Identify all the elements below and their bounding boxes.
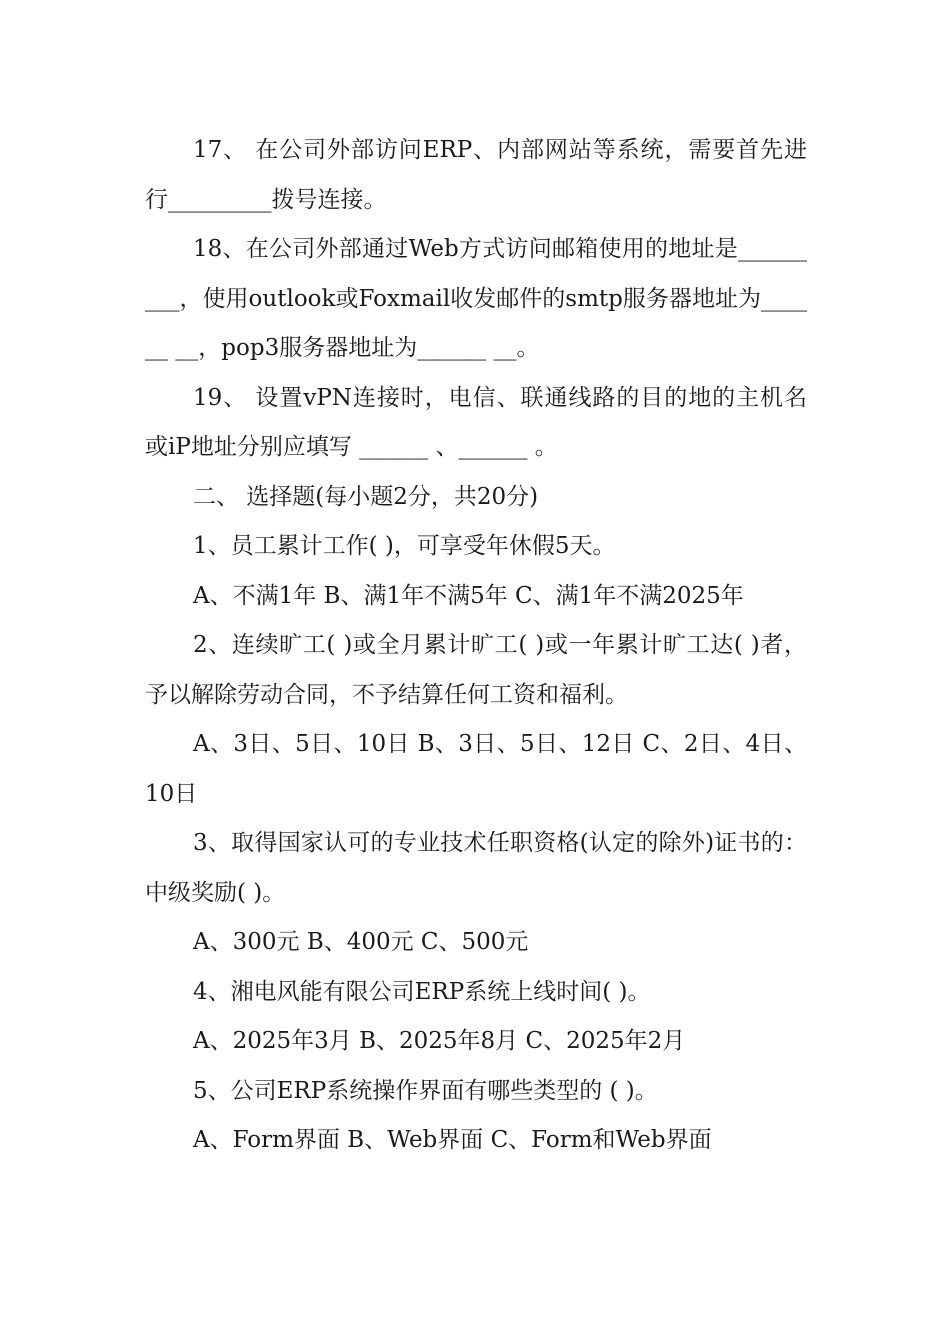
- choice-options-3: A、300元 B、400元 C、500元: [193, 929, 529, 955]
- choice-options-1: A、不满1年 B、满1年不满5年 C、满1年不满2025年: [193, 582, 744, 609]
- choice-question-3: 3、取得国家认可的专业技术任职资格(认定的除外)证书的：中级奖励( )。: [145, 830, 807, 906]
- choice-question-5: 5、公司ERP系统操作界面有哪些类型的 ( )。: [193, 1077, 658, 1104]
- choice-question-1: 1、员工累计工作( )，可享受年休假5天。: [193, 533, 616, 559]
- question-19: 19、 设置vPN连接时，电信、联通线路的目的地的主机名或iP地址分别应填写 ______ 、______ 。: [145, 384, 807, 460]
- choice-options-2: A、3日、5日、10日 B、3日、5日、12日 C、2日、4日、10日: [145, 731, 807, 807]
- choice-options-4: A、2025年3月 B、2025年8月 C、2025年2月: [193, 1028, 686, 1054]
- document-body: [145, 126, 807, 1166]
- question-17: 17、 在公司外部访问ERP、内部网站等系统，需要首先进行_________拨号连接。: [145, 137, 807, 213]
- choice-options-5: A、Form界面 B、Web界面 C、Form和Web界面: [193, 1127, 712, 1153]
- section-heading-choice: 二、 选择题(每小题2分，共20分): [193, 483, 539, 510]
- question-18: 18、在公司外部通过Web方式访问邮箱使用的地址是______ ___，使用outlook或Foxmail收发邮件的smtp服务器地址为______ __，pop3服务器地址为______ __。: [145, 236, 807, 361]
- choice-question-2: 2、连续旷工( )或全月累计旷工( )或一年累计旷工达( )者，予以解除劳动合同，不予结算任何工资和福利。: [145, 632, 807, 708]
- choice-question-4: 4、湘电风能有限公司ERP系统上线时间( )。: [193, 978, 651, 1005]
